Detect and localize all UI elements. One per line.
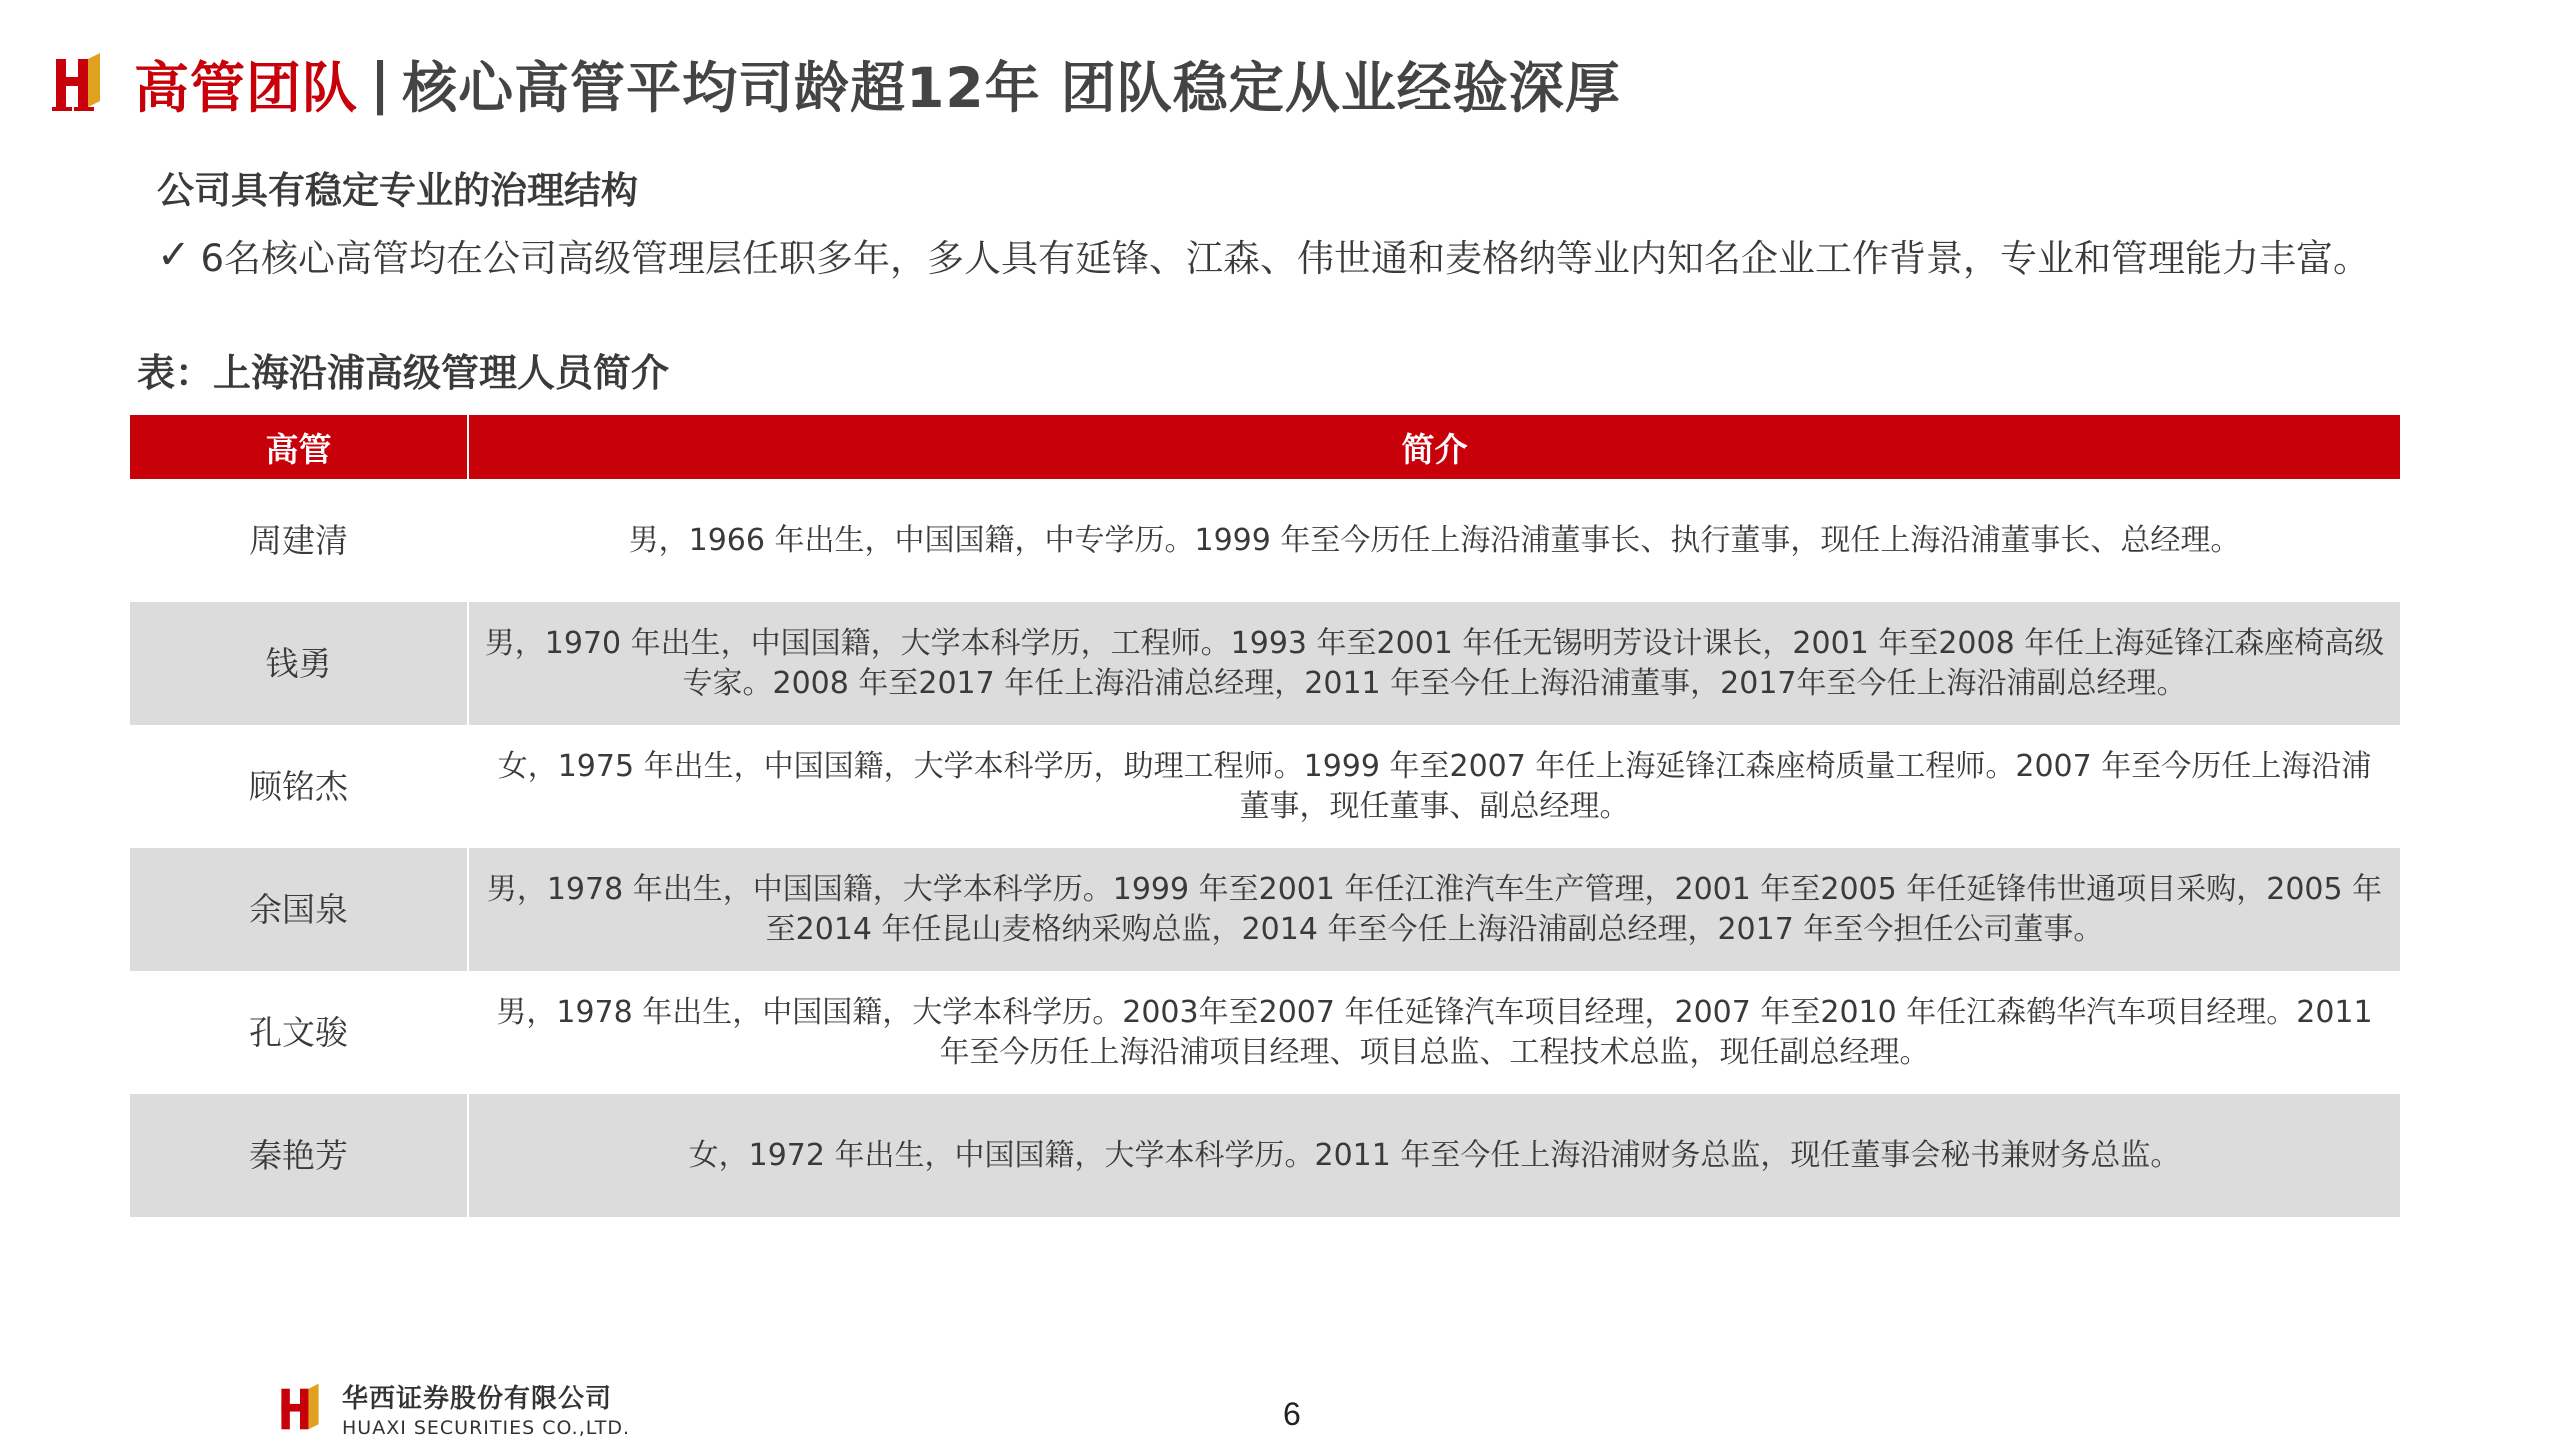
checkmark-icon: ✓ <box>157 232 191 278</box>
table-row <box>130 1094 2400 1217</box>
page-title: 核心高管平均司龄超12年 团队稳定从业经验深厚 <box>402 55 1621 120</box>
executive-name: 周建清 <box>130 479 468 602</box>
executive-table <box>130 415 2400 1217</box>
section-title: 高管团队 <box>134 55 359 120</box>
executive-intro: 男，1978 年出生，中国国籍，大学本科学历。2003年至2007 年任延锋汽车项目经理，2007 年至2010 年任江森鹤华汽车项目经理。2011 年至今历任上海沿浦项目经理、项目总监、工程技术总监，现任副总经理。 <box>496 994 2373 1070</box>
page-number: 6 <box>1283 1396 1301 1432</box>
footer-company <box>342 1378 630 1439</box>
executive-name: 钱勇 <box>130 602 468 725</box>
bullet-point <box>157 228 2370 282</box>
title-separator: | <box>370 51 391 115</box>
company-name-en: HUAXI SECURITIES CO.,LTD. <box>342 1417 630 1439</box>
bullet-text: 6名核心高管均在公司高级管理层任职多年，多人具有延锋、江森、伟世通和麦格纳等业内知名企业工作背景，专业和管理能力丰富。 <box>200 237 2371 280</box>
table-row <box>130 971 2400 1094</box>
huaxi-logo-icon <box>278 1383 322 1435</box>
column-header-executive: 高管 <box>130 415 468 479</box>
executive-intro: 女，1975 年出生，中国国籍，大学本科学历，助理工程师。1999 年至2007 年任上海延锋江森座椅质量工程师。2007 年至今历任上海沿浦董事，现任董事、副总经理。 <box>497 748 2372 824</box>
executive-name: 秦艳芳 <box>130 1094 468 1217</box>
executive-intro: 女，1972 年出生，中国国籍，大学本科学历。2011 年至今任上海沿浦财务总监，现任董事会秘书兼财务总监。 <box>468 1094 2400 1217</box>
column-header-intro: 简介 <box>468 415 2400 479</box>
table-row <box>130 848 2400 971</box>
table-row <box>130 479 2400 602</box>
subtitle: 公司具有稳定专业的治理结构 <box>157 169 638 212</box>
slide-header <box>52 46 1621 120</box>
executive-name: 孔文骏 <box>130 971 468 1094</box>
table-row <box>130 725 2400 848</box>
executive-name: 余国泉 <box>130 848 468 971</box>
executive-intro: 男，1978 年出生，中国国籍，大学本科学历。1999 年至2001 年任江淮汽车生产管理，2001 年至2005 年任延锋伟世通项目采购，2005 年至2014 年任昆山麦格纳采购总监，2014 年至今任上海沿浦副总经理，2017 年至今担任公司董事。 <box>468 848 2400 971</box>
footer-logo <box>278 1378 630 1439</box>
company-name-cn: 华西证券股份有限公司 <box>342 1384 613 1414</box>
table-header-row <box>130 415 2400 479</box>
table-caption: 表：上海沿浦高级管理人员简介 <box>137 351 670 395</box>
executive-intro: 男，1966 年出生，中国国籍，中专学历。1999 年至今历任上海沿浦董事长、执行董事，现任上海沿浦董事长、总经理。 <box>628 522 2241 558</box>
executive-intro: 男，1970 年出生，中国国籍，大学本科学历，工程师。1993 年至2001 年任无锡明芳设计课长，2001 年至2008 年任上海延锋江森座椅高级专家。2008 年至2017 年任上海沿浦总经理，2011 年至今任上海沿浦董事，2017年至今任上海沿浦副总经理。 <box>468 602 2400 725</box>
executive-name: 顾铭杰 <box>130 725 468 848</box>
huaxi-logo-icon <box>52 53 104 113</box>
table-row <box>130 602 2400 725</box>
